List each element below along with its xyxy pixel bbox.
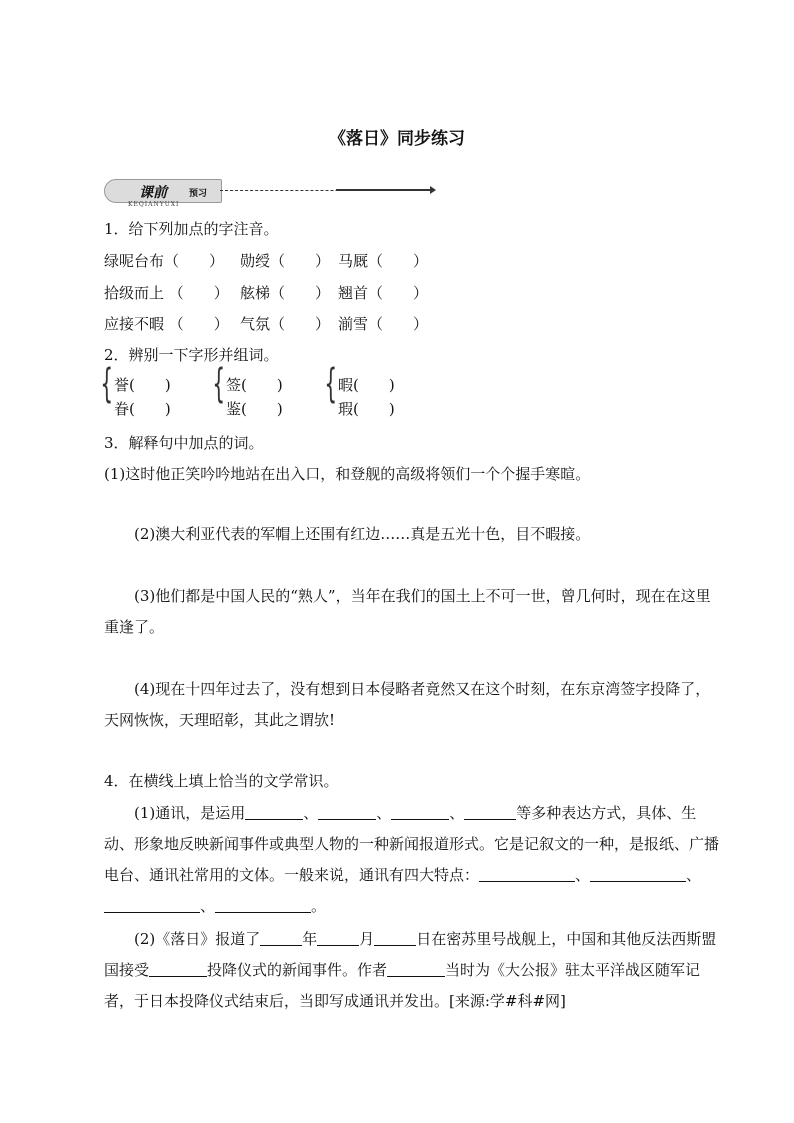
q1-item: 勋绶（ ） [240, 252, 331, 270]
separator: 、 [686, 866, 702, 884]
q1-item: 绿呢台布（ ） [104, 252, 225, 270]
q2-heading: 2．辨别一下字形并组词。 [104, 346, 279, 364]
q2-item: 暇( ) [338, 376, 395, 394]
q1-item: 拾级而上 （ ） [104, 284, 229, 302]
q4-p2-text-a: (2)《落日》报道了 [134, 930, 261, 948]
q3-item: (1)这时他正笑吟吟地站在出入口，和登舰的高级将领们一个个握手寒暄。 [104, 465, 591, 483]
fill-blank[interactable] [245, 803, 303, 820]
separator: 、 [200, 897, 216, 915]
q4-p2-text-c: 当时为《大公报》驻太平洋战区随军记者，于日本投降仪式结束后，当即写成通讯并发出。 [104, 961, 701, 1010]
banner-label-small: 预习 [189, 189, 208, 199]
fill-blank[interactable] [104, 896, 200, 913]
q3-item: (2)澳大利亚代表的军帽上还围有红边……真是五光十色，目不暇接。 [134, 525, 591, 543]
q3-heading: 3．解释句中加点的词。 [104, 434, 264, 452]
q4-p2-month: 月 [359, 930, 375, 948]
banner-label: 课前 [139, 185, 167, 201]
fill-blank[interactable] [317, 929, 359, 946]
banner-subtitle: KEQIANYUXI [128, 201, 180, 208]
q1-item: 舷梯（ ） [240, 284, 331, 302]
banner-badge [104, 179, 222, 203]
q1-item: 应接不暇 （ ） [104, 315, 229, 333]
fill-blank[interactable] [149, 960, 207, 977]
q4-heading: 4．在横线上填上恰当的文学常识。 [104, 772, 339, 790]
q4-paragraph-2 [104, 924, 724, 1017]
q2-item: 签( ) [226, 376, 283, 394]
q2-item: 瑕( ) [338, 400, 395, 418]
q4-p2-day: 日在密苏里号战舰上，中国和其他反法西斯盟国接受 [104, 930, 717, 979]
q4-paragraph-1 [104, 798, 724, 922]
fill-blank[interactable] [387, 960, 445, 977]
q4-p1-end: 。 [311, 897, 327, 915]
fill-blank[interactable] [215, 896, 311, 913]
fill-blank[interactable] [318, 803, 376, 820]
q4-p2-text-b: 投降仪式的新闻事件。作者 [207, 961, 388, 979]
section-banner [104, 176, 364, 210]
q2-item: 誉( ) [114, 376, 171, 394]
banner-solid-line [336, 189, 432, 191]
fill-blank[interactable] [391, 803, 449, 820]
fill-blank[interactable] [590, 865, 686, 882]
fill-blank[interactable] [374, 929, 416, 946]
q2-item: 眷( ) [114, 400, 171, 418]
q4-p1-text-b: 等多种表达方式，具体、生动、形象地反映新闻事件或典型人物的一种新闻报道形式。它是记叙文的一种，是报纸、广播电台、通讯社常用的文体。一般来说，通讯有四大特点： [104, 804, 720, 884]
q3-item: (3)他们都是中国人民的“熟人”，当年在我们的国土上不可一世，曾几何时，现在在这里重逢了。 [104, 587, 711, 636]
page-title: 《落日》同步练习 [329, 129, 465, 149]
brace-icon: { [212, 361, 226, 407]
q4-p1-text-a: (1)通讯，是运用 [134, 804, 246, 822]
q1-item: 马厩（ ） [338, 252, 429, 270]
source-note: [来源:学#科#网] [449, 992, 566, 1010]
arrow-right-icon [430, 186, 436, 194]
separator: 、 [449, 804, 465, 822]
q1-heading: 1．给下列加点的字注音。 [104, 220, 279, 238]
separator: 、 [303, 804, 319, 822]
fill-blank[interactable] [464, 803, 516, 820]
q1-item: 湔雪（ ） [338, 315, 429, 333]
fill-blank[interactable] [260, 929, 302, 946]
separator: 、 [575, 866, 591, 884]
q2-item: 鉴( ) [226, 400, 283, 418]
brace-icon: { [100, 361, 114, 407]
q1-item: 翘首（ ） [338, 284, 429, 302]
fill-blank[interactable] [479, 865, 575, 882]
q1-item: 气氛（ ） [240, 315, 331, 333]
separator: 、 [376, 804, 392, 822]
q3-item: (4)现在十四年过去了，没有想到日本侵略者竟然又在这个时刻，在东京湾签字投降了，天网恢恢，天理昭彰，其此之谓欤! [104, 680, 711, 729]
q4-p2-year: 年 [302, 930, 318, 948]
brace-icon: { [324, 361, 338, 407]
